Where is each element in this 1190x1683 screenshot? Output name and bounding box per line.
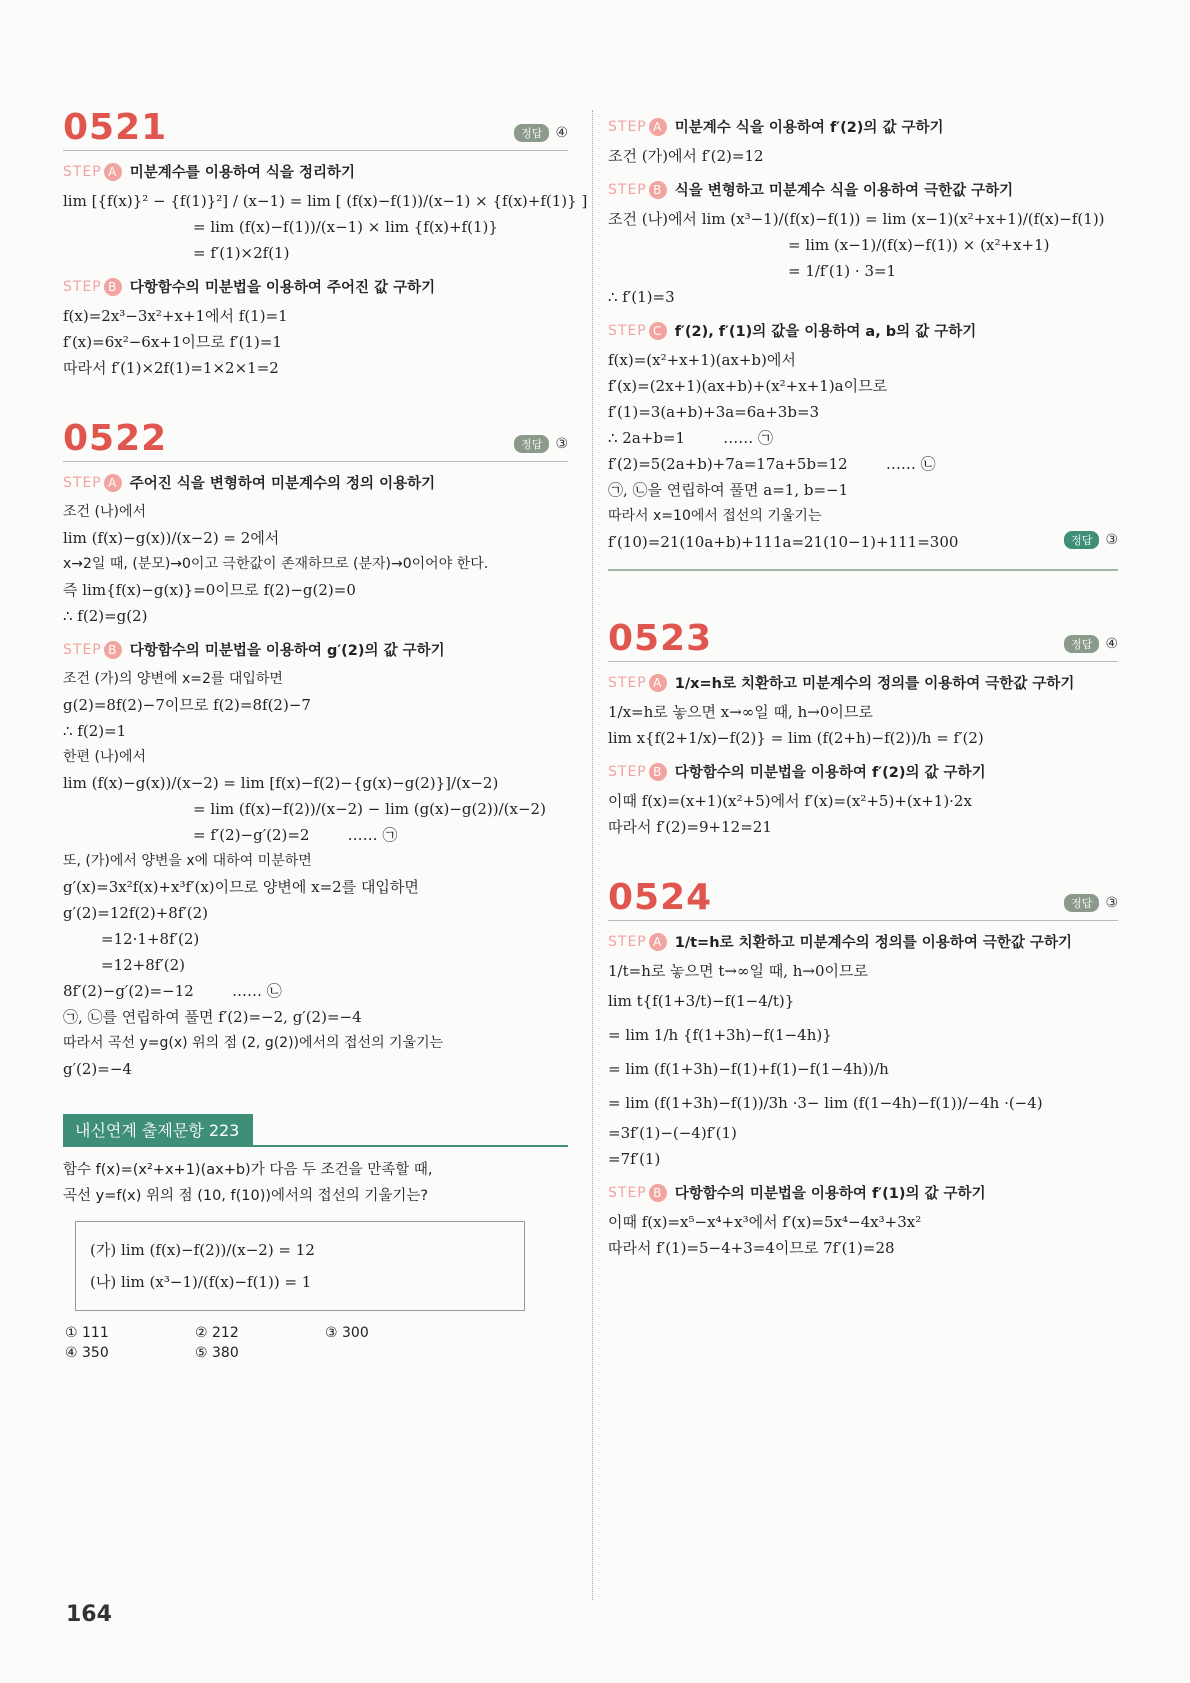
- step-tag: STEP B: [608, 763, 667, 781]
- choice-3[interactable]: ③ 300: [325, 1325, 369, 1341]
- problem-number: 0523: [608, 618, 713, 659]
- condition-ga: (가) lim (f(x)−f(2))/(x−2) = 12: [90, 1241, 315, 1259]
- math-line: 따라서 f′(2)=9+12=21: [608, 818, 772, 836]
- math-line: = lim 1/h {f(1+3h)−f(1−4h)}: [608, 1026, 832, 1044]
- condition-na: (나) lim (x³−1)/(f(x)−f(1)) = 1: [90, 1273, 312, 1291]
- answer-value: ④: [555, 125, 568, 141]
- step-letter-icon: A: [104, 474, 122, 492]
- step-title: 1/t=h로 치환하고 미분계수의 정의를 이용하여 극한값 구하기: [674, 935, 1072, 951]
- answer-choices: [63, 1325, 568, 1361]
- math-line: g(2)=8f(2)−7이므로 f(2)=8f(2)−7: [63, 696, 311, 714]
- step-tag: STEP B: [608, 1184, 667, 1202]
- answer-value: ③: [1105, 532, 1118, 548]
- text-line: 조건 (가)의 양변에 x=2를 대입하면: [63, 671, 283, 687]
- step-tag: STEP A: [63, 163, 122, 181]
- step-title: 다항함수의 미분법을 이용하여 f′(1)의 값 구하기: [674, 1186, 986, 1202]
- math-line: f′(x)=(2x+1)(ax+b)+(x²+x+1)a이므로: [608, 377, 888, 395]
- problem-header: [608, 877, 1118, 921]
- answer: [1064, 894, 1118, 912]
- step-title: 미분계수 식을 이용하여 f′(2)의 값 구하기: [674, 120, 944, 136]
- math-line: =12·1+8f′(2): [101, 930, 200, 948]
- math-line: ㉠, ㉡를 연립하여 풀면 f′(2)=−2, g′(2)=−4: [63, 1008, 362, 1026]
- math-line: = lim (f(x)−f(2))/(x−2) − lim (g(x)−g(2))/(x−2): [193, 800, 546, 818]
- math-line: g′(2)=12f(2)+8f′(2): [63, 904, 209, 922]
- math-line: lim x{f(2+1/x)−f(2)} = lim (f(2+h)−f(2))/h = f′(2): [608, 729, 984, 747]
- left-column: [63, 107, 588, 1361]
- answer: [514, 435, 568, 453]
- math-line: g′(2)=−4: [63, 1060, 132, 1078]
- problem-0521: [63, 107, 588, 381]
- step-title: 미분계수를 이용하여 식을 정리하기: [129, 165, 355, 181]
- step-a-header: [608, 931, 1118, 952]
- problem-header: [63, 107, 568, 151]
- step-c-header: [608, 320, 1118, 341]
- reference-problem: [63, 1108, 568, 1361]
- step-title: 1/x=h로 치환하고 미분계수의 정의를 이용하여 극한값 구하기: [674, 676, 1075, 692]
- answer-value: ④: [1105, 636, 1118, 652]
- step-tag: STEP B: [63, 278, 122, 296]
- section-divider: [608, 569, 1118, 571]
- step-tag: STEP A: [608, 674, 667, 692]
- problem-0524: [608, 877, 1118, 1261]
- math-line: = lim (f(x)−f(1))/(x−1) × lim {f(x)+f(1)}: [193, 218, 498, 236]
- answer-label: 정답: [1064, 531, 1099, 549]
- answer: [1064, 531, 1118, 549]
- problem-number: 0524: [608, 877, 713, 918]
- math-line: f′(10)=21(10a+b)+111a=21(10−1)+111=300: [608, 533, 959, 551]
- math-line: = lim (f(1+3h)−f(1)+f(1)−f(1−4h))/h: [608, 1060, 889, 1078]
- step-tag: STEP A: [63, 474, 122, 492]
- reference-heading: 내신연계 출제문항 223: [63, 1114, 253, 1145]
- step-b-header: [608, 761, 1118, 782]
- math-line: = f′(2)−g′(2)=2 …… ㉠: [193, 826, 398, 844]
- right-column: [608, 110, 1118, 1261]
- reference-header-bar: [63, 1108, 568, 1147]
- answer: [514, 124, 568, 142]
- answer-value: ③: [1105, 895, 1118, 911]
- math-line: ∴ f(2)=g(2): [63, 607, 148, 625]
- step-b-header: [63, 276, 568, 297]
- math-line: 이때 f(x)=x⁵−x⁴+x³에서 f′(x)=5x⁴−4x³+3x²: [608, 1213, 922, 1231]
- math-line: f′(1)=3(a+b)+3a=6a+3b=3: [608, 403, 820, 421]
- math-line: f(x)=2x³−3x²+x+1에서 f(1)=1: [63, 307, 288, 325]
- step-title: f′(2), f′(1)의 값을 이용하여 a, b의 값 구하기: [674, 324, 977, 340]
- math-line: 조건 (나)에서 lim (x³−1)/(f(x)−f(1)) = lim (x−1)(x²+x+1)/(f(x)−f(1)): [608, 210, 1105, 228]
- math-line: ∴ f(2)=1: [63, 722, 127, 740]
- choice-5[interactable]: ⑤ 380: [195, 1345, 239, 1361]
- math-line: = lim (f(1+3h)−f(1))/3h ·3− lim (f(1−4h)−f(1))/−4h ·(−4): [608, 1094, 1043, 1112]
- math-line: 8f′(2)−g′(2)=−12 …… ㉡: [63, 982, 282, 1000]
- math-line: = 1/f′(1) · 3=1: [788, 262, 897, 280]
- math-line: ∴ 2a+b=1 …… ㉠: [608, 429, 773, 447]
- step-b-header: [63, 639, 568, 660]
- math-line: lim t{f(1+3/t)−f(1−4/t)}: [608, 992, 795, 1010]
- step-tag: STEP B: [63, 641, 122, 659]
- math-line: = f′(1)×2f(1): [193, 244, 290, 262]
- math-line: f′(2)=5(2a+b)+7a=17a+5b=12 …… ㉡: [608, 455, 936, 473]
- text-line: x→2일 때, (분모)→0이고 극한값이 존재하므로 (분자)→0이어야 한다.: [63, 556, 489, 572]
- math-line: f(x)=(x²+x+1)(ax+b)에서: [608, 351, 796, 369]
- problem-header: [63, 418, 568, 462]
- step-letter-icon: A: [649, 118, 667, 136]
- problem-0523: [608, 618, 1118, 840]
- step-b-header: [608, 179, 1118, 200]
- text-line: 따라서 x=10에서 접선의 기울기는: [608, 508, 822, 524]
- math-line: 1/t=h로 놓으면 t→∞일 때, h→0이므로: [608, 962, 868, 980]
- final-line-row: [608, 529, 1118, 555]
- step-title: 식을 변형하고 미분계수 식을 이용하여 극한값 구하기: [674, 183, 1014, 199]
- step-b-header: [608, 1182, 1118, 1203]
- step-a-header: [608, 116, 1118, 137]
- problem-header: [608, 618, 1118, 662]
- problem-number: 0522: [63, 418, 168, 459]
- step-title: 주어진 식을 변형하여 미분계수의 정의 이용하기: [129, 476, 436, 492]
- step-tag: STEP C: [608, 322, 667, 340]
- math-line: =12+8f′(2): [101, 956, 185, 974]
- problem-0522: [63, 418, 568, 1082]
- step-letter-icon: A: [649, 674, 667, 692]
- step-tag: STEP B: [608, 181, 667, 199]
- answer-value: ③: [555, 436, 568, 452]
- column-divider: [592, 110, 593, 1600]
- problem-number: 0521: [63, 107, 168, 148]
- answer-label: 정답: [514, 435, 549, 453]
- step-a-header: [63, 472, 568, 493]
- math-line: g′(x)=3x²f(x)+x³f′(x)이므로 양변에 x=2를 대입하면: [63, 878, 419, 896]
- math-line: 따라서 f′(1)×2f(1)=1×2×1=2: [63, 359, 279, 377]
- step-a-header: [63, 161, 568, 182]
- step-a-header: [608, 672, 1118, 693]
- math-line: ∴ f′(1)=3: [608, 288, 675, 306]
- answer-label: 정답: [1064, 894, 1099, 912]
- math-line: lim (f(x)−g(x))/(x−2) = lim [f(x)−f(2)−{g(x)−g(2)}]/(x−2): [63, 774, 499, 792]
- math-line: 이때 f(x)=(x+1)(x²+5)에서 f′(x)=(x²+5)+(x+1)·2x: [608, 792, 972, 810]
- answer: [1064, 635, 1118, 653]
- step-letter-icon: A: [104, 163, 122, 181]
- math-line: 즉 lim{f(x)−g(x)}=0이므로 f(2)−g(2)=0: [63, 581, 356, 599]
- page-number: 164: [66, 1602, 112, 1627]
- math-line: lim [{f(x)}² − {f(1)}²] / (x−1) = lim [ (f(x)−f(1))/(x−1) × {f(x)+f(1)} ]: [63, 192, 588, 210]
- step-letter-icon: B: [104, 641, 122, 659]
- choice-2[interactable]: ② 212: [195, 1325, 239, 1341]
- step-title: 다항함수의 미분법을 이용하여 f′(2)의 값 구하기: [674, 765, 986, 781]
- text-line: 또, (가)에서 양변을 x에 대하여 미분하면: [63, 853, 312, 869]
- step-tag: STEP A: [608, 118, 667, 136]
- reference-solution: [608, 116, 1118, 571]
- answer-label: 정답: [1064, 635, 1099, 653]
- text-line: 한편 (나)에서: [63, 749, 146, 765]
- conditions-box: [75, 1221, 525, 1311]
- step-letter-icon: C: [649, 322, 667, 340]
- math-line: 따라서 f′(1)=5−4+3=4이므로 7f′(1)=28: [608, 1239, 895, 1257]
- math-line: =3f′(1)−(−4)f′(1): [608, 1124, 737, 1142]
- step-letter-icon: A: [649, 933, 667, 951]
- step-letter-icon: B: [649, 1184, 667, 1202]
- question-line: 곡선 y=f(x) 위의 점 (10, f(10))에서의 접선의 기울기는?: [63, 1188, 429, 1204]
- math-line: lim (f(x)−g(x))/(x−2) = 2에서: [63, 529, 280, 547]
- step-letter-icon: B: [649, 181, 667, 199]
- step-title: 다항함수의 미분법을 이용하여 주어진 값 구하기: [129, 280, 436, 296]
- math-line: f′(x)=6x²−6x+1이므로 f′(1)=1: [63, 333, 282, 351]
- math-line: ㉠, ㉡을 연립하여 풀면 a=1, b=−1: [608, 481, 849, 499]
- step-letter-icon: B: [104, 278, 122, 296]
- step-letter-icon: B: [649, 763, 667, 781]
- step-title: 다항함수의 미분법을 이용하여 g′(2)의 값 구하기: [129, 643, 445, 659]
- text-line: 조건 (나)에서: [63, 504, 146, 520]
- answer-label: 정답: [514, 124, 549, 142]
- text-line: 따라서 곡선 y=g(x) 위의 점 (2, g(2))에서의 접선의 기울기는: [63, 1035, 444, 1051]
- choice-4[interactable]: ④ 350: [65, 1345, 109, 1361]
- math-line: 조건 (가)에서 f′(2)=12: [608, 147, 764, 165]
- question-line: 함수 f(x)=(x²+x+1)(ax+b)가 다음 두 조건을 만족할 때,: [63, 1162, 433, 1178]
- math-line: =7f′(1): [608, 1150, 661, 1168]
- math-line: 1/x=h로 놓으면 x→∞일 때, h→0이므로: [608, 703, 873, 721]
- math-line: = lim (x−1)/(f(x)−f(1)) × (x²+x+1): [788, 236, 1050, 254]
- step-tag: STEP A: [608, 933, 667, 951]
- choice-1[interactable]: ① 111: [65, 1325, 109, 1341]
